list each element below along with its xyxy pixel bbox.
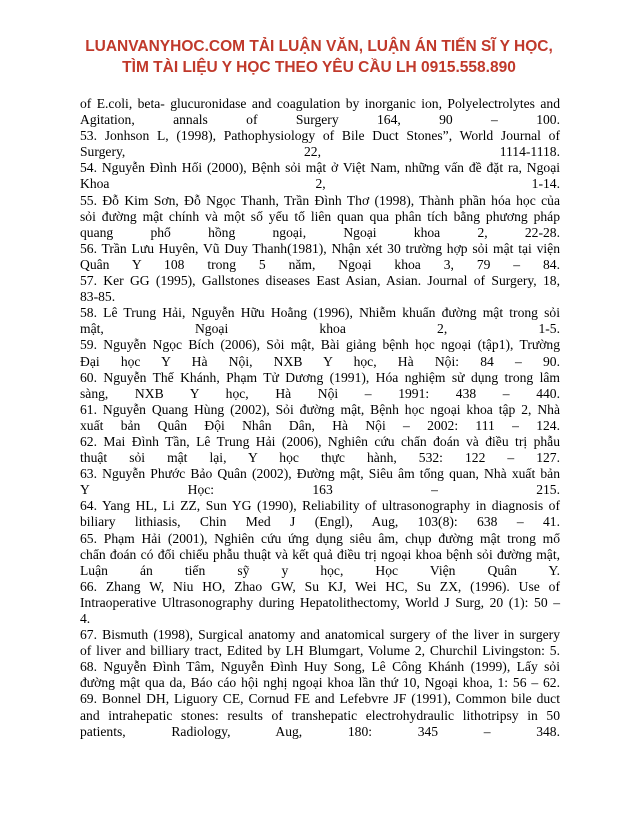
text-line: mật, Ngoại khoa 2, 1-5.	[80, 321, 560, 337]
text-line: 66. Zhang W, Niu HO, Zhao GW, Su KJ, Wei HC, Su ZX, (1996). Use of	[80, 578, 560, 594]
text-line: 55. Đỗ Kim Sơn, Đỗ Ngọc Thanh, Trần Đình Thơ (1998), Thành phần hóa học của	[80, 192, 560, 208]
text-line: sỏi đường mật chính và một số yếu tố liên quan qua phân tích bằng phương pháp	[80, 208, 560, 224]
text-line: 64. Yang HL, Li ZZ, Sun YG (1990), Reliability of ultrasonography in diagnosis of	[80, 498, 560, 514]
reference-list	[80, 96, 560, 740]
text-line: of E.coli, beta- glucuronidase and coagulation by inorganic ion, Polyelectrolytes and	[80, 96, 560, 111]
header-line-1: LUANVANYHOC.COM TẢI LUẬN VĂN, LUẬN ÁN TIẾN SĨ Y HỌC,	[85, 38, 553, 55]
text-line: 56. Trần Lưu Huyên, Vũ Duy Thanh(1981), Nhận xét 30 trường hợp sỏi mật tại viện	[80, 240, 560, 256]
text-line: Surgery, 22, 1114-1118.	[80, 144, 560, 160]
text-line: Quân Y 108 trong 5 năm, Ngoại khoa 3, 79 – 84.	[80, 256, 560, 272]
text-line: đường mật qua da, Báo cáo hội nghị ngoại khoa lần thứ 10, Ngoại khoa, 1: 56 – 62.	[80, 675, 560, 691]
text-line: 59. Nguyễn Ngọc Bích (2006), Sỏi mật, Bài giảng bệnh học ngoại (tập1), Trường	[80, 337, 560, 353]
text-line: quang phổ hồng ngoại, Ngoại khoa 2, 22-28.	[80, 224, 560, 240]
text-line: Khoa 2, 1-14.	[80, 176, 560, 192]
text-line: 62. Mai Đình Tần, Lê Trung Hải (2006), Nghiên cứu chẩn đoán và điều trị phẫu	[80, 433, 560, 449]
text-line: 83-85.	[80, 289, 116, 305]
text-line: xuất bản Quân Đội Nhân Dân, Hà Nội – 2002: 111 – 124.	[80, 417, 560, 433]
text-line: Đại học Y Hà Nội, NXB Y học, Hà Nội: 84 – 90.	[80, 353, 560, 369]
text-line: 4.	[80, 611, 91, 626]
text-line: Intraoperative Ultrasonography during Hepatolithectomy, World J Surg, 20 (1): 50 –	[80, 594, 560, 610]
text-line: 61. Nguyễn Quang Hùng (2002), Sỏi đường mật, Bệnh học ngoại khoa tập 2, Nhà	[80, 401, 560, 417]
text-line: 65. Phạm Hải (2001), Nghiên cứu ứng dụng siêu âm, chụp đường mật trong mổ	[80, 530, 560, 546]
text-line: and intrahepatic stones: results of transhepatic electrohydraulic lithotripsy in 50	[80, 707, 560, 723]
text-line: biliary lithiasis, Chin Med J (Engl), Aug, 103(8): 638 – 41.	[80, 514, 560, 530]
text-line: 58. Lê Trung Hải, Nguyễn Hữu Hoằng (1996), Nhiễm khuẩn đường mật trong sỏi	[80, 305, 560, 321]
text-line: chẩn đoán có đối chiếu phẫu thuật và kết quả điều trị ngoại khoa bệnh sỏi đường mật,	[80, 546, 560, 562]
text-line: Luận án tiến sỹ y học, Học Viện Quân Y.	[80, 562, 560, 578]
text-line: 60. Nguyễn Thế Khánh, Phạm Tử Dương (1991), Hóa nghiệm sử dụng trong lâm	[80, 369, 560, 385]
text-line: 63. Nguyễn Phước Bảo Quân (2002), Đường mật, Siêu âm tổng quan, Nhà xuất bản	[80, 466, 560, 482]
text-line: thuật sỏi mật lại, Y học thực hành, 532: 122 – 127.	[80, 450, 560, 466]
text-line: patients, Radiology, Aug, 180: 345 – 348.	[80, 723, 560, 739]
page-header	[40, 36, 598, 78]
text-line: 68. Nguyễn Đình Tâm, Nguyễn Đình Huy Song, Lê Công Khánh (1999), Lấy sỏi	[80, 659, 560, 675]
text-line: 69. Bonnel DH, Liguory CE, Cornud FE and Lefebvre JF (1991), Common bile duct	[80, 691, 560, 707]
text-line: 67. Bismuth (1998), Surgical anatomy and anatomical surgery of the liver in surgery	[80, 627, 560, 643]
text-line: sàng, NXB Y học, Hà Nội – 1991: 438 – 440.	[80, 385, 560, 401]
text-line: of liver and billiary tract, Edited by LH Blumgart, Volume 2, Churchil Livingston: 5.	[80, 643, 560, 659]
text-line: 53. Jonhson L, (1998), Pathophysiology of Bile Duct Stones”, World Journal of	[80, 128, 560, 144]
header-line-2: TÌM TÀI LIỆU Y HỌC THEO YÊU CẦU LH 0915.558.890	[122, 59, 516, 76]
text-line: 54. Nguyễn Đình Hối (2000), Bệnh sỏi mật ở Việt Nam, những vấn đề đặt ra, Ngoại	[80, 160, 560, 176]
text-line: 57. Ker GG (1995), Gallstones diseases East Asian, Asian. Journal of Surgery, 18,	[80, 273, 560, 289]
text-line: Agitation, annals of Surgery 164, 90 – 100.	[80, 112, 560, 128]
text-line: Y Học: 163 – 215.	[80, 482, 560, 498]
